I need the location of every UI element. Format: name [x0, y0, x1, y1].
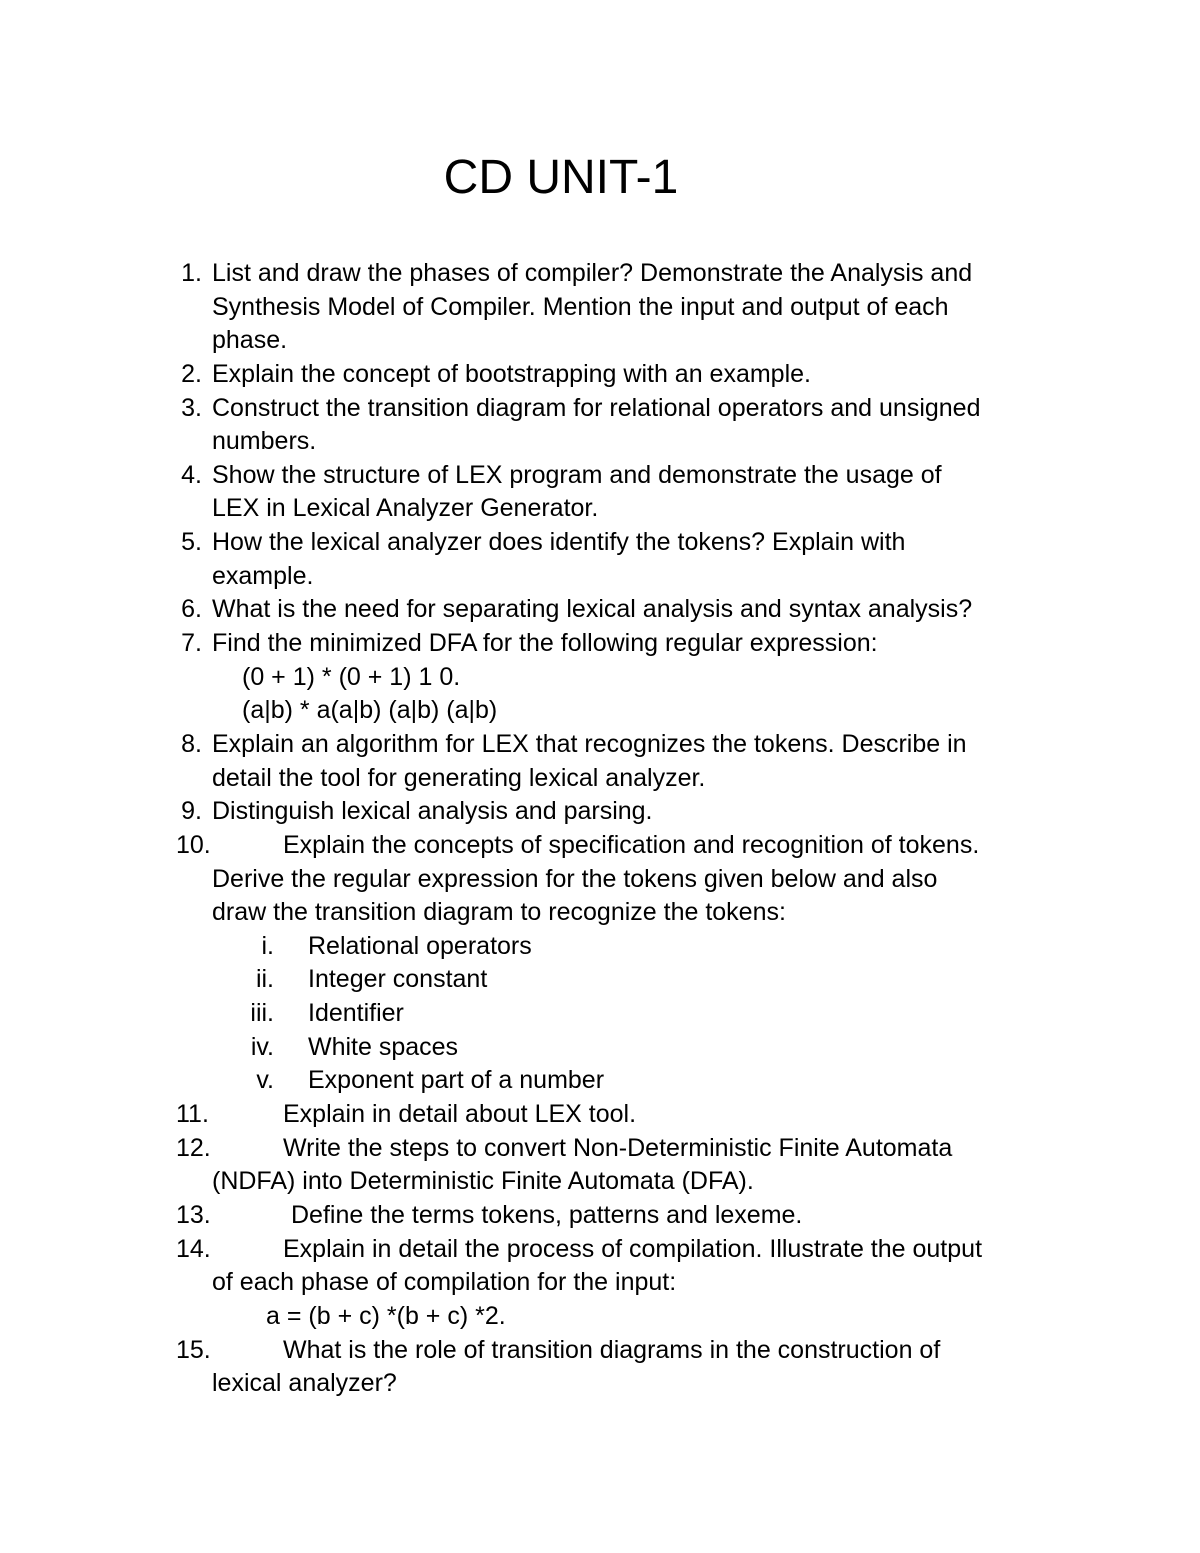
sub-item-text: Integer constant: [308, 965, 488, 994]
question-text-continued: Derive the regular expression for the tokens given below and also: [212, 864, 938, 893]
question-item: [0, 627, 1200, 661]
question-number: 4.: [181, 460, 202, 489]
sub-item: [0, 930, 1200, 964]
question-text-continued: draw the transition diagram to recognize the tokens:: [212, 898, 786, 927]
question-number: 5.: [181, 528, 202, 557]
question-text: Write the steps to convert Non-Deterministic Finite Automata: [283, 1133, 953, 1162]
question-text: What is the role of transition diagrams in the construction of: [283, 1335, 941, 1364]
question-text-continued: lexical analyzer?: [212, 1369, 397, 1398]
question-number: 14.: [176, 1234, 211, 1263]
question-text-continued: numbers.: [212, 427, 317, 456]
continuation-line: [0, 1266, 1200, 1300]
question-item: [0, 1233, 1200, 1267]
page-title: CD UNIT-1: [443, 151, 679, 204]
sub-item-text: Exponent part of a number: [308, 1066, 605, 1095]
sub-item: [0, 1064, 1200, 1098]
continuation-line: [0, 425, 1200, 459]
question-number: 8.: [181, 729, 202, 758]
question-number: 13.: [176, 1200, 211, 1229]
question-text: Explain the concepts of specification and recognition of tokens.: [283, 830, 980, 859]
question-item: [0, 728, 1200, 762]
question-number: 10.: [176, 830, 211, 859]
question-text-continued: detail the tool for generating lexical analyzer.: [212, 763, 706, 792]
question-text: Show the structure of LEX program and demonstrate the usage of: [212, 460, 942, 489]
regular-expression: (0 + 1) * (0 + 1) 1 0.: [242, 662, 461, 691]
question-text: Find the minimized DFA for the following regular expression:: [212, 629, 878, 658]
sub-item: [0, 997, 1200, 1031]
question-number: 9.: [181, 797, 202, 826]
question-item: [0, 1132, 1200, 1166]
sub-item-numeral: i.: [261, 931, 274, 960]
continuation-line: [0, 762, 1200, 796]
question-text: Explain in detail the process of compilation. Illustrate the output: [283, 1234, 983, 1263]
sub-item-numeral: iii.: [250, 999, 274, 1028]
sub-item: [0, 963, 1200, 997]
question-text: How the lexical analyzer does identify the tokens? Explain with: [212, 528, 906, 557]
expression-line: [0, 1300, 1200, 1334]
question-number: 11.: [176, 1100, 209, 1129]
question-number: 12.: [176, 1133, 211, 1162]
question-text-continued: example.: [212, 561, 314, 590]
question-item: [0, 1098, 1200, 1132]
question-text-continued: Synthesis Model of Compiler. Mention the input and output of each: [212, 292, 949, 321]
question-item: [0, 1334, 1200, 1368]
sub-item-numeral: ii.: [255, 965, 274, 994]
question-text: Explain the concept of bootstrapping with an example.: [212, 359, 811, 388]
question-text: Construct the transition diagram for relational operators and unsigned: [212, 393, 981, 422]
question-number: 15.: [176, 1335, 211, 1364]
input-expression: a = (b + c) *(b + c) *2.: [266, 1301, 506, 1330]
question-number: 2.: [181, 359, 202, 388]
sub-item-text: Relational operators: [308, 931, 532, 960]
question-text-continued: LEX in Lexical Analyzer Generator.: [212, 494, 599, 523]
expression-line: [0, 661, 1200, 695]
continuation-line: [0, 560, 1200, 594]
sub-item-text: White spaces: [308, 1032, 459, 1061]
sub-item-text: Identifier: [308, 999, 404, 1028]
question-text-continued: (NDFA) into Deterministic Finite Automata (DFA).: [212, 1167, 754, 1196]
continuation-line: [0, 896, 1200, 930]
expression-line: [0, 694, 1200, 728]
question-item: [0, 526, 1200, 560]
sub-item-numeral: v.: [256, 1066, 274, 1095]
question-item: [0, 593, 1200, 627]
continuation-line: [0, 863, 1200, 897]
sub-item: [0, 1031, 1200, 1065]
continuation-line: [0, 1165, 1200, 1199]
question-text-continued: of each phase of compilation for the input:: [212, 1268, 677, 1297]
question-text: Distinguish lexical analysis and parsing.: [212, 797, 653, 826]
question-item: [0, 829, 1200, 863]
question-text: What is the need for separating lexical analysis and syntax analysis?: [212, 595, 973, 624]
continuation-line: [0, 291, 1200, 325]
question-item: [0, 459, 1200, 493]
question-text: Explain an algorithm for LEX that recognizes the tokens. Describe in: [212, 729, 967, 758]
continuation-line: [0, 1367, 1200, 1401]
question-item: [0, 392, 1200, 426]
question-item: [0, 358, 1200, 392]
question-item: [0, 257, 1200, 291]
sub-item-numeral: iv.: [250, 1032, 274, 1061]
question-number: 3.: [181, 393, 202, 422]
question-text: Explain in detail about LEX tool.: [283, 1100, 637, 1129]
question-item: [0, 1199, 1200, 1233]
question-text: Define the terms tokens, patterns and lexeme.: [291, 1200, 803, 1229]
regular-expression: (a|b) * a(a|b) (a|b) (a|b): [242, 696, 498, 725]
question-number: 6.: [181, 595, 202, 624]
question-number: 1.: [181, 259, 202, 287]
question-item: [0, 795, 1200, 829]
continuation-line: [0, 324, 1200, 358]
question-number: 7.: [181, 629, 202, 658]
question-list: [0, 257, 1200, 1401]
question-text: List and draw the phases of compiler? Demonstrate the Analysis and: [212, 259, 973, 287]
question-text-continued: phase.: [212, 326, 288, 355]
continuation-line: [0, 492, 1200, 526]
